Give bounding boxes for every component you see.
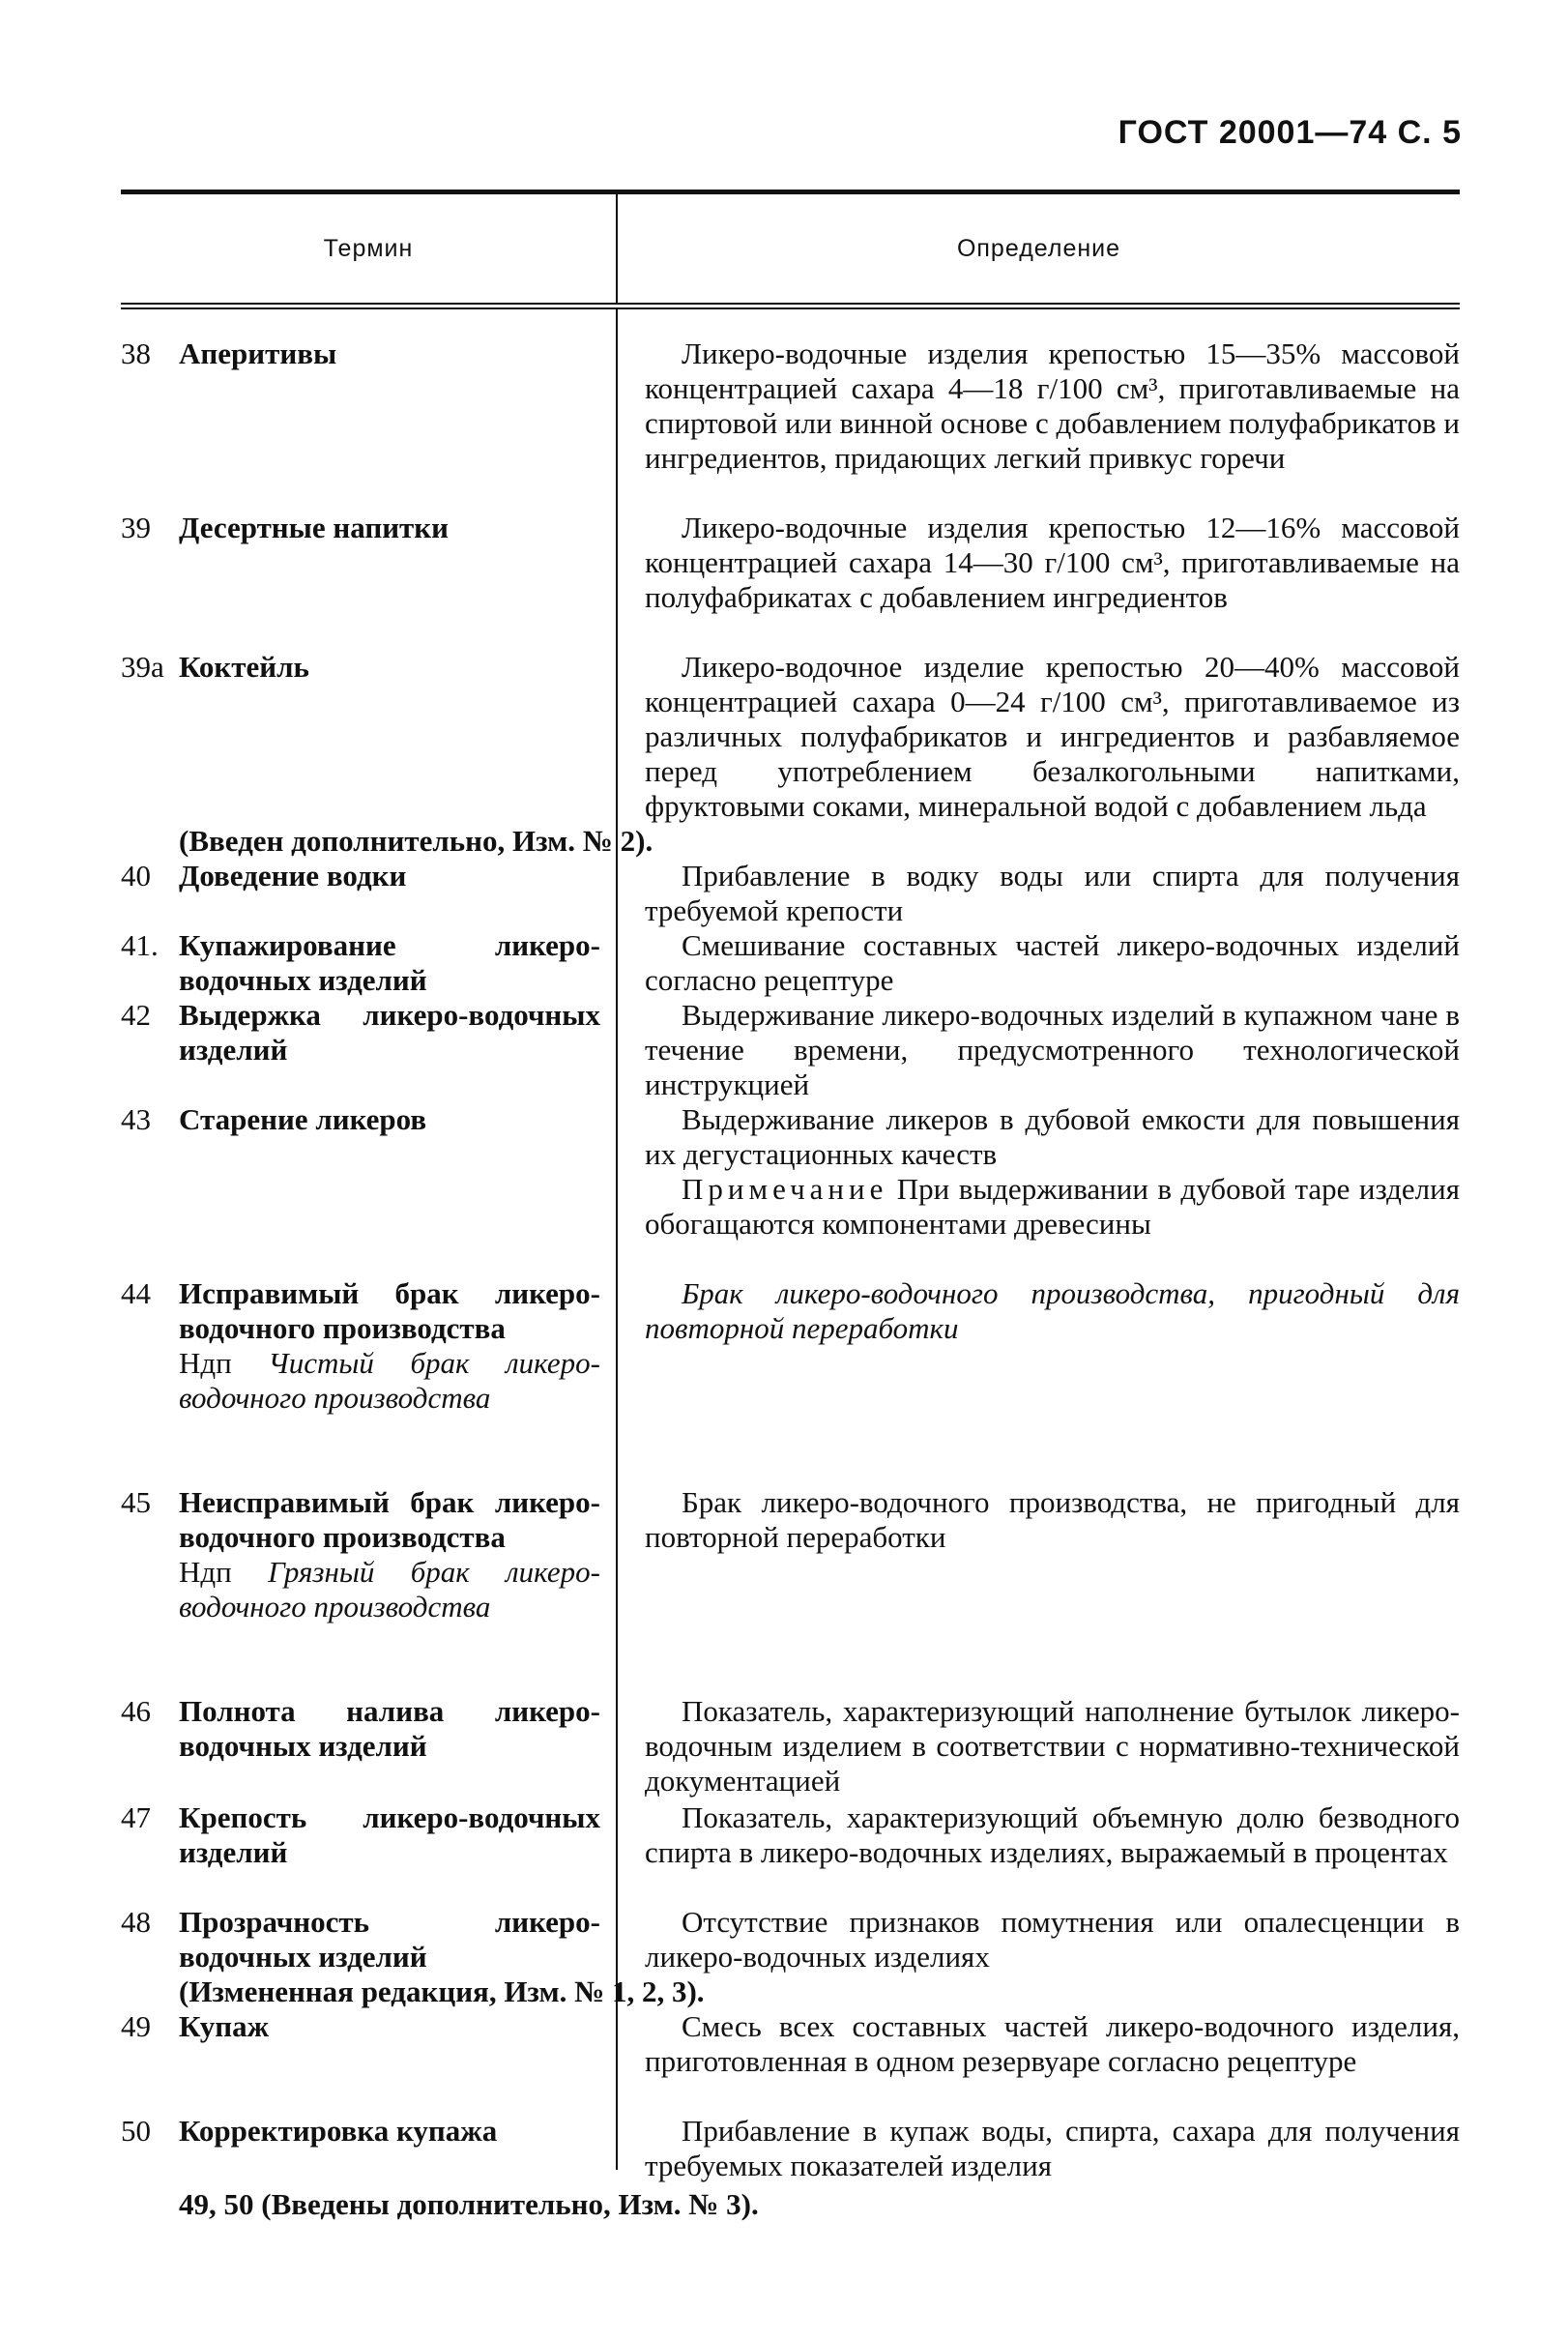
term-name: Неисправимый брак ликеро-водочного производства	[179, 1485, 600, 1554]
table-row	[121, 998, 1460, 1102]
term-cell	[121, 1276, 616, 1485]
table-row	[121, 928, 1460, 998]
definition-cell: Ликеро-водочные изделия крепостью 12—16% массовой концентрацией сахара 14—30 г/100 см³, приготавливаемые на полуфабрикатах с добавлением ингредиентов	[645, 511, 1460, 614]
term-cell	[121, 2114, 616, 2183]
term-cell	[121, 1905, 616, 1974]
term-cell	[121, 859, 616, 928]
definition-cell: Смешивание составных частей ликеро-водочных изделий согласно рецептуре	[645, 928, 1460, 997]
term-cell	[121, 1800, 616, 1905]
definition-cell: Прибавление в купаж воды, спирта, сахара для получения требуемых показателей изделия	[645, 2114, 1460, 2182]
term-name: Выдержка ликеро-водочных изделий	[179, 998, 600, 1067]
table-row	[121, 336, 1460, 511]
column-header-definition: Определение	[616, 194, 1460, 303]
term-name: Исправимый брак ликеро-водочного производства	[179, 1276, 600, 1345]
table-row	[121, 1485, 1460, 1694]
term-name: Коктейль	[179, 650, 309, 684]
term-cell	[121, 2009, 616, 2114]
note	[616, 1172, 1460, 1242]
term-name: Крепость ликеро-водочных изделий	[179, 1800, 600, 1869]
term-number: 41.	[121, 928, 159, 962]
nonpreferred-term	[179, 1555, 600, 1624]
term-number: 46	[121, 1694, 151, 1728]
term-number: 40	[121, 859, 151, 892]
ndp-label: Ндп	[179, 1555, 232, 1589]
table-row	[121, 1102, 1460, 1276]
definition-cell	[616, 1102, 1460, 1276]
term-number: 50	[121, 2114, 151, 2148]
term-name: Старение ликеров	[179, 1102, 427, 1136]
table-header-rule	[121, 303, 1460, 309]
note-label: Примечание	[682, 1172, 888, 1206]
term-number: 39а	[121, 650, 164, 684]
column-header-term: Термин	[323, 235, 414, 262]
term-cell	[121, 336, 616, 511]
term-number: 48	[121, 1905, 151, 1939]
definition-cell: Ликеро-водочные изделия крепостью 15—35% массовой концентрацией сахара 4—18 г/100 см³, приготавливаемые на спиртовой или винной основе с добавлением полуфабрикатов и ингредиентов, придающих легкий привкус горечи	[645, 336, 1460, 475]
amendment-note: (Измененная редакция, Изм. № 1, 2, 3).	[179, 1974, 705, 2008]
amendment-note: (Введен дополнительно, Изм. № 2).	[179, 824, 653, 858]
term-number: 39	[121, 511, 151, 544]
definition-cell: Отсутствие признаков помутнения или опалесценции в ликеро-водочных изделиях	[645, 1905, 1460, 1974]
term-name: Корректировка купажа	[179, 2114, 498, 2148]
table-row	[121, 859, 1460, 928]
term-number: 45	[121, 1485, 151, 1519]
term-number: 43	[121, 1102, 151, 1136]
table-row	[121, 1694, 1460, 1800]
term-cell	[121, 928, 616, 998]
term-name: Десертные напитки	[179, 511, 449, 544]
table-row	[121, 511, 1460, 650]
term-name: Купажирование ликеро-водочных изделий	[179, 928, 600, 997]
term-number: 42	[121, 998, 151, 1032]
term-number: 47	[121, 1800, 151, 1834]
page-header: ГОСТ 20001—74 С. 5	[1118, 114, 1462, 151]
ndp-text: Чистый брак ликеро-водочного производства	[179, 1346, 600, 1415]
definition-cell: Брак ликеро-водочного производства, пригодный для повторной переработки	[645, 1276, 1460, 1345]
definition-cell: Смесь всех составных частей ликеро-водочного изделия, приготовленная в одном резервуаре согласно рецептуре	[645, 2009, 1460, 2078]
ndp-label: Ндп	[179, 1346, 232, 1380]
term-number: 38	[121, 336, 151, 370]
column-divider	[616, 309, 618, 2170]
table-row	[121, 2009, 1460, 2114]
term-name: Полнота налива ликеро-водочных изделий	[179, 1694, 600, 1763]
term-name: Купаж	[179, 2009, 270, 2043]
definition-cell: Выдерживание ликеро-водочных изделий в купажном чане в течение времени, предусмотренного технологической инструкцией	[645, 998, 1460, 1101]
definition-cell: Ликеро-водочное изделие крепостью 20—40% массовой концентрацией сахара 0—24 г/100 см³, приготавливаемое из различных полуфабрикатов и ингредиентов и разбавляемое перед употреблением безалкогольными напитками, фруктовыми соками, минеральной водой с добавлением льда	[645, 650, 1460, 823]
table-row	[121, 2114, 1460, 2183]
term-cell	[121, 650, 616, 824]
term-name: Прозрачность ликеро-водочных изделий	[179, 1905, 600, 1974]
terms-table	[121, 190, 1460, 2222]
table-header	[121, 194, 1460, 303]
table-row	[121, 1276, 1460, 1485]
nonpreferred-term	[179, 1346, 600, 1416]
term-number: 44	[121, 1276, 151, 1310]
definition-cell: Брак ликеро-водочного производства, не пригодный для повторной переработки	[645, 1485, 1460, 1554]
term-name: Аперитивы	[179, 336, 337, 370]
definition-cell: Прибавление в водку воды или спирта для получения требуемой крепости	[645, 859, 1460, 927]
definition-cell: Показатель, характеризующий наполнение бутылок ликеро-водочным изделием в соответствии с нормативно-технической документацией	[645, 1694, 1460, 1798]
note-text: При выдерживании в дубовой таре изделия обогащаются компонентами древесины	[645, 1172, 1460, 1241]
table-row	[121, 1800, 1460, 1905]
table-body	[121, 309, 1460, 2222]
term-name: Доведение водки	[179, 859, 407, 892]
term-cell	[121, 511, 616, 650]
amendment-note: 49, 50 (Введены дополнительно, Изм. № 3).	[179, 2187, 759, 2221]
term-number: 49	[121, 2009, 151, 2043]
term-cell	[121, 1485, 616, 1694]
definition-text: Выдерживание ликеров в дубовой емкости для повышения их дегустационных качеств	[645, 1102, 1460, 1171]
table-row	[121, 650, 1460, 824]
ndp-text: Грязный брак ликеро-водочного производства	[179, 1555, 600, 1623]
table-row	[121, 1905, 1460, 1974]
term-cell	[121, 1102, 616, 1276]
term-cell	[121, 1694, 616, 1800]
term-cell	[121, 998, 616, 1102]
definition-cell: Показатель, характеризующий объемную долю безводного спирта в ликеро-водочных изделиях, выражаемый в процентах	[645, 1800, 1460, 1869]
